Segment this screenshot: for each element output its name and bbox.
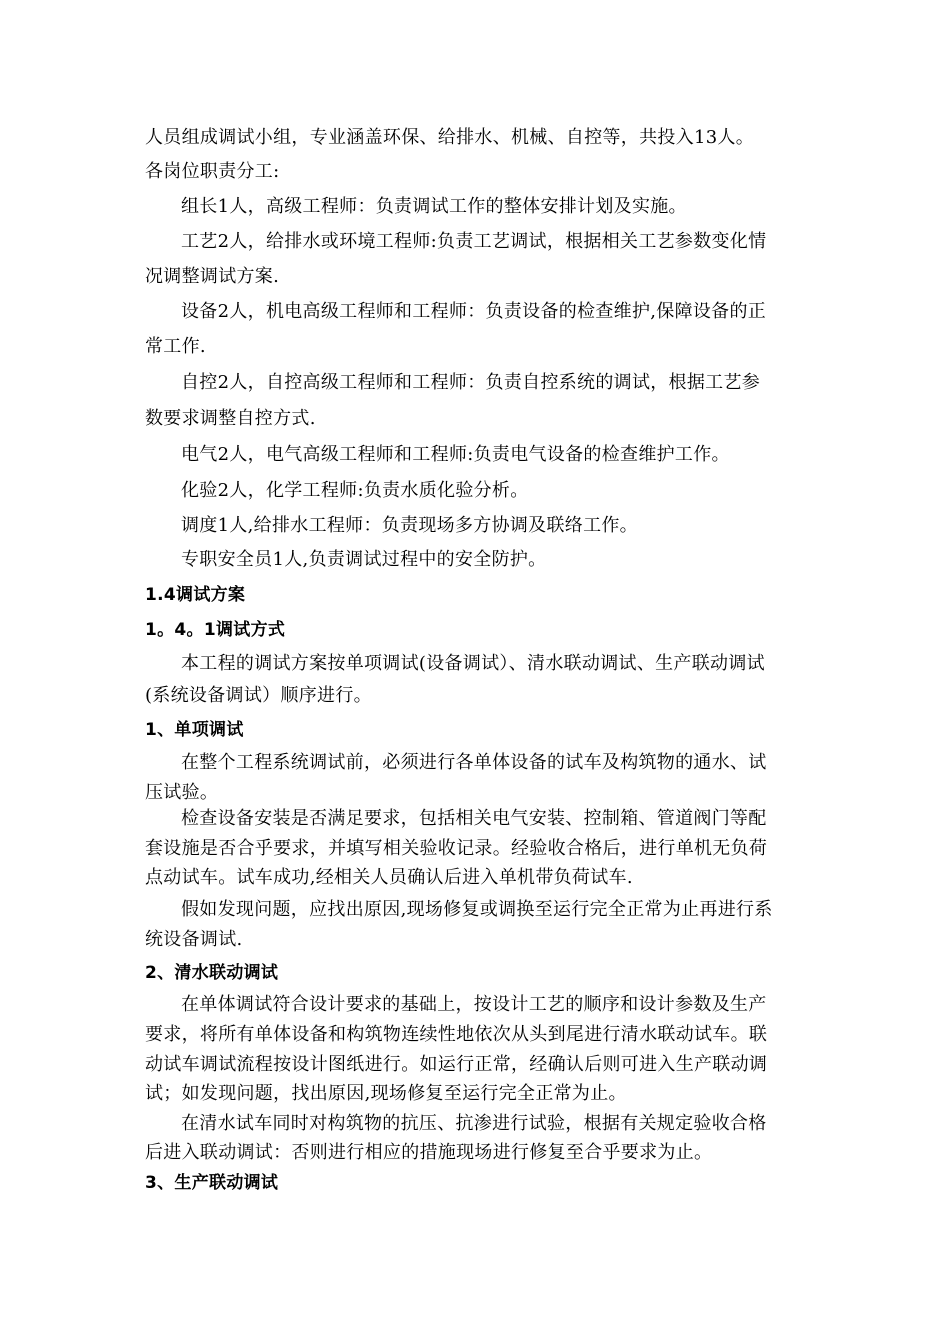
text-line: 动试车调试流程按设计图纸进行。如运行正常，经确认后则可进入生产联动调 [145, 1054, 768, 1075]
text-line: 专职安全员1人,负责调试过程中的安全防护。 [181, 549, 547, 570]
text-line: 组长1人，高级工程师：负责调试工作的整体安排计划及实施。 [181, 196, 687, 217]
text-line: 压试验。 [145, 782, 219, 803]
subsection-heading: 1。4。1调试方式 [145, 620, 286, 640]
text-line: 在单体调试符合设计要求的基础上，按设计工艺的顺序和设计参数及生产 [181, 994, 767, 1015]
text-line: 本工程的调试方案按单项调试(设备调试）、清水联动调试、生产联动调试 [181, 653, 765, 674]
subsection-heading: 3、生产联动调试 [145, 1173, 279, 1193]
text-line: 数要求调整自控方式. [145, 408, 316, 429]
text-line: 套设施是否合乎要求，并填写相关验收记录。经验收合格后，进行单机无负荷 [145, 838, 768, 859]
section-heading: 1.4调试方案 [145, 585, 246, 605]
text-line: 各岗位职责分工: [145, 161, 280, 182]
text-line: 电气2人，电气高级工程师和工程师:负责电气设备的检查维护工作。 [181, 444, 730, 465]
text-line: 设备2人，机电高级工程师和工程师：负责设备的检查维护,保障设备的正 [181, 301, 767, 322]
text-line: 调度1人,给排水工程师：负责现场多方协调及联络工作。 [181, 515, 638, 536]
text-line: 人员组成调试小组，专业涵盖环保、给排水、机械、自控等，共投入13人。 [145, 127, 755, 148]
text-line: 假如发现问题，应找出原因,现场修复或调换至运行完全正常为止再进行系 [181, 899, 773, 920]
text-line: 况调整调试方案. [145, 266, 280, 287]
text-line: 化验2人，化学工程师:负责水质化验分析。 [181, 480, 529, 501]
text-line: 常工作. [145, 336, 206, 357]
text-line: 在清水试车同时对构筑物的抗压、抗渗进行试验，根据有关规定验收合格 [181, 1113, 767, 1134]
subsection-heading: 2、清水联动调试 [145, 963, 279, 983]
text-line: 自控2人，自控高级工程师和工程师：负责自控系统的调试，根据工艺参 [181, 372, 761, 393]
subsection-heading: 1、单项调试 [145, 720, 244, 740]
text-line: 后进入联动调试：否则进行相应的措施现场进行修复至合乎要求为止。 [145, 1142, 713, 1163]
text-line: 在整个工程系统调试前，必须进行各单体设备的试车及构筑物的通水、试 [181, 752, 767, 773]
text-line: (系统设备调试）顺序进行。 [145, 685, 372, 706]
text-line: 检查设备安装是否满足要求，包括相关电气安装、控制箱、管道阀门等配 [181, 808, 767, 829]
text-line: 要求，将所有单体设备和构筑物连续性地依次从头到尾进行清水联动试车。联 [145, 1024, 768, 1045]
text-line: 试；如发现问题，找出原因,现场修复至运行完全正常为止。 [145, 1083, 627, 1104]
text-line: 点动试车。试车成功,经相关人员确认后进入单机带负荷试车. [145, 867, 633, 888]
text-line: 工艺2人，给排水或环境工程师:负责工艺调试，根据相关工艺参数变化情 [181, 231, 767, 252]
text-line: 统设备调试. [145, 929, 243, 950]
